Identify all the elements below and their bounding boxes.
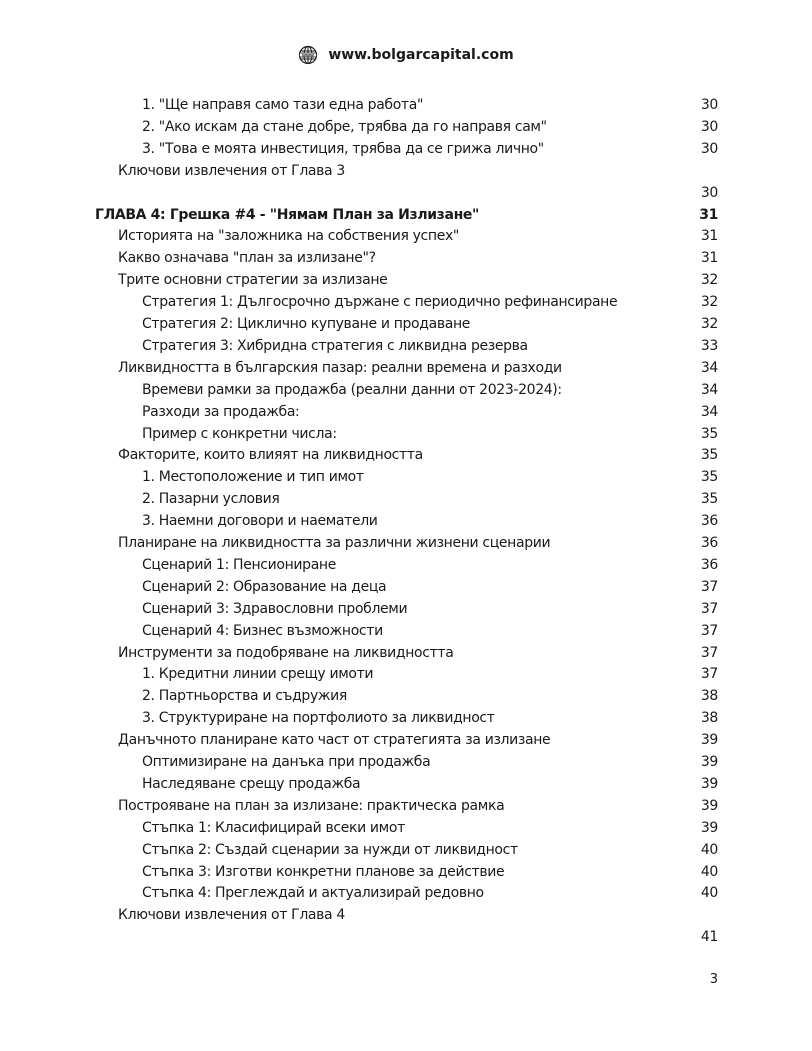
toc-entry-page[interactable]: 31 — [700, 228, 718, 245]
toc-entry-page[interactable]: 38 — [700, 710, 718, 727]
toc-entry-page[interactable]: 35 — [700, 447, 718, 464]
toc-entry[interactable] — [0, 380, 812, 402]
toc-entry[interactable] — [0, 402, 812, 424]
toc-entry-title[interactable]: 1. Местоположение и тип имот — [142, 469, 364, 486]
toc-entry-title[interactable]: Пример с конкретни числа: — [142, 425, 337, 442]
toc-entry[interactable] — [0, 292, 812, 314]
toc-entry[interactable] — [0, 599, 812, 621]
toc-chapter-entry[interactable] — [0, 205, 812, 227]
page-number: 3 — [709, 972, 718, 987]
toc-entry[interactable] — [0, 467, 812, 489]
toc-entry-page[interactable]: 30 — [700, 184, 718, 201]
toc-entry-title[interactable]: Ликвидността в българския пазар: реални времена и разходи — [118, 359, 562, 376]
toc-entry[interactable] — [0, 270, 812, 292]
toc-entry-title[interactable]: Сценарий 2: Образование на деца — [142, 578, 387, 595]
toc-entry-page[interactable]: 39 — [700, 775, 718, 792]
toc-entry-page[interactable]: 39 — [700, 754, 718, 770]
toc-entry-page[interactable]: 36 — [700, 535, 718, 551]
toc-entry-page[interactable]: 37 — [700, 644, 718, 661]
toc-entry[interactable] — [0, 862, 812, 884]
toc-entry-title[interactable]: Стратегия 3: Хибридна стратегия с ликвидна резерва — [142, 337, 528, 354]
toc-entry-page[interactable]: 36 — [700, 513, 718, 530]
toc-entry-title[interactable]: 1. Кредитни линии срещу имоти — [142, 666, 374, 683]
toc-entry[interactable] — [0, 708, 812, 730]
toc-entry-title[interactable]: Данъчното планиране като част от стратегията за излизане — [118, 732, 551, 749]
toc-entry[interactable] — [0, 883, 812, 905]
toc-entry[interactable] — [0, 248, 812, 270]
toc-entry-page[interactable]: 30 — [700, 97, 718, 113]
toc-entry-page[interactable]: 35 — [700, 469, 718, 486]
toc-entry[interactable] — [0, 95, 812, 117]
toc-entry-title[interactable]: Стъпка 4: Преглеждай и актуализирай редовно — [142, 885, 484, 902]
toc-entry-title[interactable]: Сценарий 1: Пенсиониране — [142, 556, 336, 573]
website-url: www.bolgarcapital.com — [328, 47, 514, 63]
toc-entry-page[interactable]: 36 — [700, 556, 718, 573]
toc-entry[interactable] — [0, 358, 812, 380]
svg-text:WWW: WWW — [302, 53, 315, 58]
toc-entry-title[interactable]: Оптимизиране на данъка при продажба — [142, 754, 431, 770]
toc-entry-title[interactable]: Стратегия 2: Циклично купуване и продаване — [142, 316, 471, 332]
toc-entry[interactable] — [0, 840, 812, 862]
toc-entry[interactable] — [0, 621, 812, 643]
toc-entry-page[interactable]: 37 — [700, 578, 718, 595]
toc-entry-title[interactable]: 3. Структуриране на портфолиото за ликвидност — [142, 710, 495, 727]
toc-entry-title[interactable]: Разходи за продажба: — [142, 403, 300, 420]
toc-entry-title[interactable]: Построяване на план за излизане: практическа рамка — [118, 797, 505, 814]
toc-entry-title[interactable]: Стъпка 2: Създай сценарии за нужди от ликвидност — [142, 841, 518, 858]
toc-entry-page[interactable]: 37 — [700, 622, 718, 639]
toc-entry-page[interactable]: 32 — [700, 316, 718, 332]
toc-entry-title[interactable]: Планиране на ликвидността за различни жизнени сценарии — [118, 535, 551, 551]
toc-entry-title[interactable]: 1. "Ще направя само тази една работа" — [142, 97, 424, 113]
toc-entry[interactable] — [0, 511, 812, 533]
toc-entry[interactable] — [0, 489, 812, 511]
toc-entry-page[interactable]: 34 — [700, 403, 718, 420]
toc-entry[interactable] — [0, 818, 812, 840]
toc-entry-title[interactable]: Историята на "заложника на собствения успех" — [118, 228, 459, 245]
toc-entry-page[interactable]: 31 — [700, 250, 718, 267]
toc-entry-page[interactable]: 32 — [700, 294, 718, 311]
toc-entry-title[interactable]: Времеви рамки за продажба (реални данни от 2023-2024): — [142, 381, 562, 398]
toc-entry-page[interactable]: 34 — [700, 359, 718, 376]
toc-entry-page[interactable]: 39 — [700, 732, 718, 749]
toc-entry[interactable] — [0, 730, 812, 752]
globe-icon — [298, 45, 318, 65]
toc-entry-page[interactable]: 30 — [700, 140, 718, 157]
toc-entry-title[interactable]: Факторите, които влияят на ликвидността — [118, 447, 423, 464]
toc-entry-title[interactable]: Трите основни стратегии за излизане — [118, 272, 388, 289]
toc-entry[interactable] — [0, 139, 812, 161]
toc-entry-title[interactable]: Наследяване срещу продажба — [142, 775, 361, 792]
toc-entry[interactable] — [0, 752, 812, 774]
toc-entry-title[interactable]: Стратегия 1: Дългосрочно държане с периодично рефинансиране — [142, 294, 618, 311]
toc-entry[interactable] — [0, 686, 812, 708]
toc-entry[interactable] — [0, 445, 812, 467]
toc-entry-title[interactable]: 2. Пазарни условия — [142, 491, 280, 508]
toc-entry[interactable] — [0, 117, 812, 139]
toc-entry[interactable] — [0, 424, 812, 446]
toc-entry[interactable] — [0, 643, 812, 665]
toc-entry-page[interactable]: 40 — [700, 863, 718, 880]
toc-entry-page[interactable]: 40 — [700, 841, 718, 858]
toc-entry-title[interactable]: Ключови извлечения от Глава 3 — [118, 162, 345, 179]
toc-entry-page[interactable]: 41 — [700, 929, 718, 946]
toc-entry-page[interactable]: 34 — [700, 381, 718, 398]
toc-entry-title[interactable]: Какво означава "план за излизане"? — [118, 250, 376, 267]
toc-entry[interactable] — [0, 905, 812, 946]
toc-entry-page[interactable]: 39 — [700, 797, 718, 814]
toc-entry-page[interactable]: 39 — [700, 819, 718, 836]
toc-entry-title[interactable]: Сценарий 4: Бизнес възможности — [142, 622, 383, 639]
page-header — [0, 44, 812, 66]
toc-entry-page[interactable]: 35 — [700, 491, 718, 508]
toc-entry-title[interactable]: Инструменти за подобряване на ликвидността — [118, 644, 454, 661]
toc-entry[interactable] — [0, 796, 812, 818]
toc-entry-title[interactable]: ГЛАВА 4: Грешка #4 - "Нямам План за Излизане" — [95, 206, 479, 223]
toc-entry-title[interactable]: Ключови извлечения от Глава 4 — [118, 907, 345, 924]
toc-entry[interactable] — [0, 314, 812, 336]
toc-entry-page[interactable]: 40 — [700, 885, 718, 902]
toc-entry[interactable] — [0, 774, 812, 796]
toc-entry-title[interactable]: 2. Партньорства и съдружия — [142, 688, 347, 705]
toc-entry-page[interactable]: 35 — [700, 425, 718, 442]
toc-entry-page[interactable]: 31 — [699, 206, 718, 223]
toc-entry-page[interactable]: 38 — [700, 688, 718, 705]
toc-entry-page[interactable]: 33 — [700, 337, 718, 354]
toc-entry-title[interactable]: Стъпка 1: Класифицирай всеки имот — [142, 819, 405, 836]
toc-entry[interactable] — [0, 533, 812, 555]
toc-entry[interactable] — [0, 226, 812, 248]
toc-entry-page[interactable]: 37 — [700, 600, 718, 617]
toc-entry[interactable] — [0, 577, 812, 599]
toc-entry-title[interactable]: Стъпка 3: Изготви конкретни планове за действие — [142, 863, 505, 880]
toc-entry-page[interactable]: 37 — [700, 666, 718, 683]
toc-entry-title[interactable]: 2. "Ако искам да стане добре, трябва да го направя сам" — [142, 118, 547, 135]
toc-entry-page[interactable]: 32 — [700, 272, 718, 289]
toc-entry-page[interactable]: 30 — [700, 118, 718, 135]
toc-entry[interactable] — [0, 161, 812, 201]
toc-entry-title[interactable]: Сценарий 3: Здравословни проблеми — [142, 600, 408, 617]
toc-entry-title[interactable]: 3. Наемни договори и наематели — [142, 513, 378, 530]
toc-entry[interactable] — [0, 336, 812, 358]
toc-entry[interactable] — [0, 664, 812, 686]
toc-entry[interactable] — [0, 555, 812, 577]
toc-entry-title[interactable]: 3. "Това е моята инвестиция, трябва да се грижа лично" — [142, 140, 544, 157]
